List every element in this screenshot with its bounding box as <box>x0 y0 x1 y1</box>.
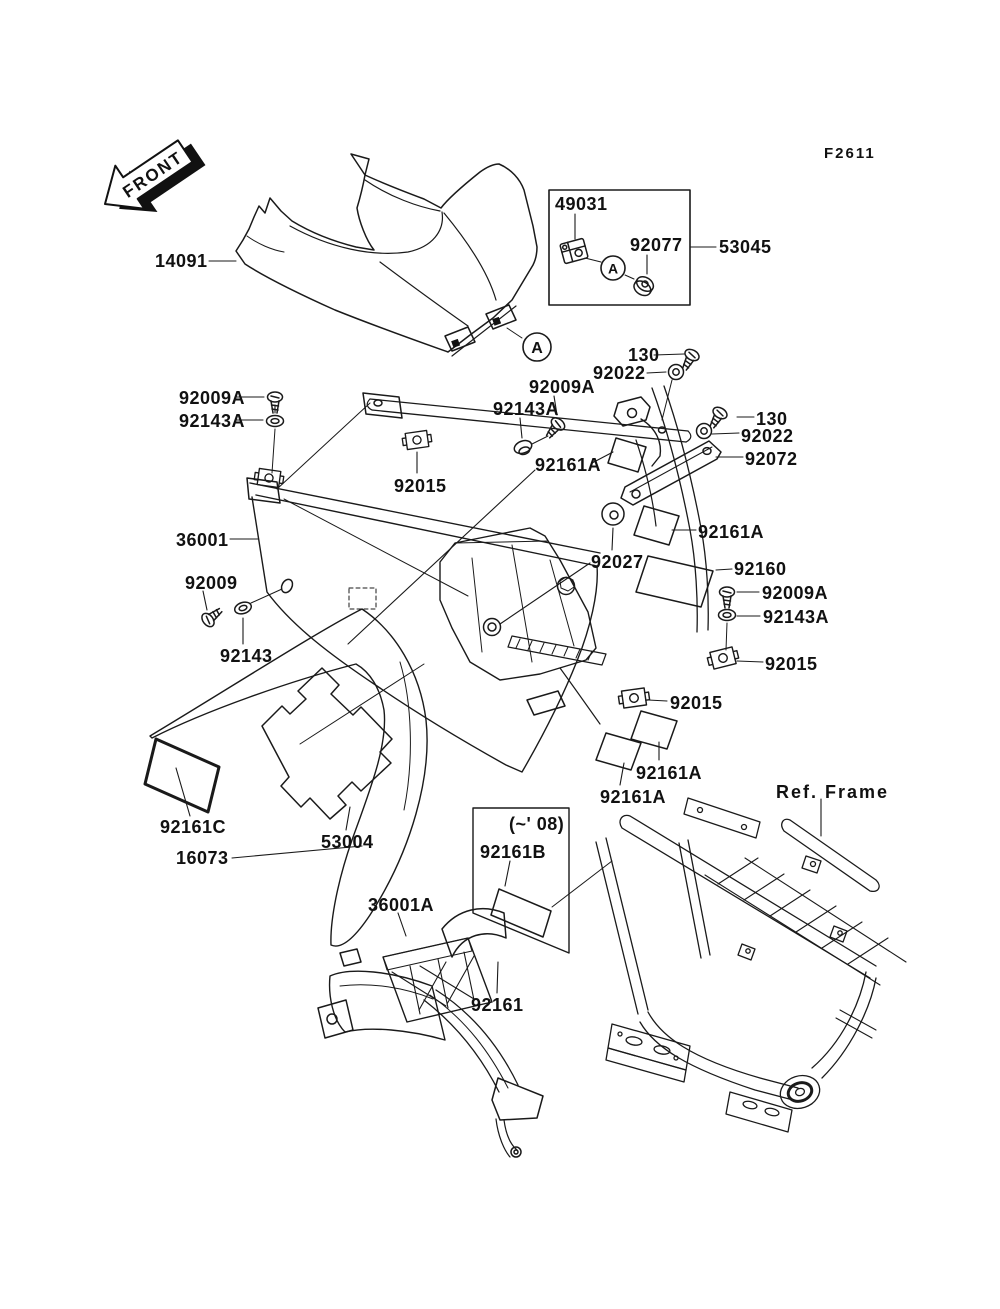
part-label-92072: 92072 <box>745 449 798 469</box>
pad-53004 <box>262 664 424 819</box>
trim-pads <box>145 438 713 957</box>
svg-text:A: A <box>531 340 543 357</box>
bolt-92077-icon <box>631 274 656 299</box>
part-label-92160: 92160 <box>734 559 787 579</box>
part-label-92009a: 92009A <box>179 388 246 408</box>
screw-130-icon <box>706 405 729 431</box>
svg-text:A: A <box>607 260 619 277</box>
front-arrow-text: FRONT <box>119 147 187 202</box>
inner-cover <box>440 386 708 724</box>
part-label-92009: 92009 <box>185 573 238 593</box>
pad-92161c <box>145 739 219 812</box>
part-label-92143a: 92143A <box>179 411 246 431</box>
part-label-92161a: 92161A <box>698 522 765 542</box>
reference-frame <box>596 798 906 1132</box>
part-label-92077: 92077 <box>630 235 683 255</box>
pad-92161a <box>596 733 641 770</box>
latch-49031-icon <box>560 238 588 264</box>
clip-92015-icon <box>402 430 433 450</box>
part-label-92161a: 92161A <box>600 787 667 807</box>
year-note-label: (~' 08) <box>509 814 565 834</box>
part-label-92161: 92161 <box>471 995 524 1015</box>
tank-cover-14091 <box>236 154 537 356</box>
part-label-92015: 92015 <box>670 693 723 713</box>
washer-92143-icon <box>233 600 253 616</box>
part-label-36001: 36001 <box>176 530 229 550</box>
part-label-92161a: 92161A <box>636 763 703 783</box>
screw-92009-icon <box>199 604 225 629</box>
part-label-92015: 92015 <box>394 476 447 496</box>
part-label-92161b: 92161B <box>480 842 547 862</box>
bracket-92072 <box>614 397 721 505</box>
part-label-16073: 16073 <box>176 848 229 868</box>
part-label-53045: 53045 <box>719 237 772 257</box>
part-label-92143: 92143 <box>220 646 273 666</box>
part-label-92143a: 92143A <box>763 607 830 627</box>
part-label-92022: 92022 <box>593 363 646 383</box>
clip-92015-icon <box>618 687 650 708</box>
part-label-92027: 92027 <box>591 552 644 572</box>
pad-92161 <box>442 909 506 957</box>
leader-lines <box>176 261 821 993</box>
washer-92143a-icon <box>267 416 284 427</box>
pad-92160 <box>636 556 713 607</box>
screw-92009a-icon <box>720 587 735 608</box>
clip-92015-icon <box>254 468 285 488</box>
washer-92022-icon <box>669 365 684 380</box>
grommet-92027-icon <box>602 503 624 525</box>
part-label-49031: 49031 <box>555 194 608 214</box>
part-label-92161a: 92161A <box>535 455 602 475</box>
circled-a-marker <box>523 333 551 361</box>
nut-92143a-icon <box>512 438 534 457</box>
part-label-92161c: 92161C <box>160 817 227 837</box>
part-label-130: 130 <box>756 409 788 429</box>
part-label-14091: 14091 <box>155 251 208 271</box>
ref-frame-label: Ref. Frame <box>776 782 890 802</box>
clip-92015-icon <box>706 646 740 670</box>
front-arrow-badge <box>90 124 212 234</box>
part-label-53004: 53004 <box>321 832 374 852</box>
figure-code: F2611 <box>824 145 876 162</box>
chain-cover-36001a <box>318 938 543 1157</box>
part-label-92009a: 92009A <box>762 583 829 603</box>
part-label-130: 130 <box>628 345 660 365</box>
part-label-92022: 92022 <box>741 426 794 446</box>
washer-92022-icon <box>697 424 712 439</box>
part-label-92015: 92015 <box>765 654 818 674</box>
pad-92161a <box>631 711 677 749</box>
part-label-92143a: 92143A <box>493 399 560 419</box>
washer-92143a-icon <box>719 610 736 621</box>
part-label-92009a: 92009A <box>529 377 596 397</box>
screw-130-icon <box>678 347 701 373</box>
part-label-36001a: 36001A <box>368 895 435 915</box>
